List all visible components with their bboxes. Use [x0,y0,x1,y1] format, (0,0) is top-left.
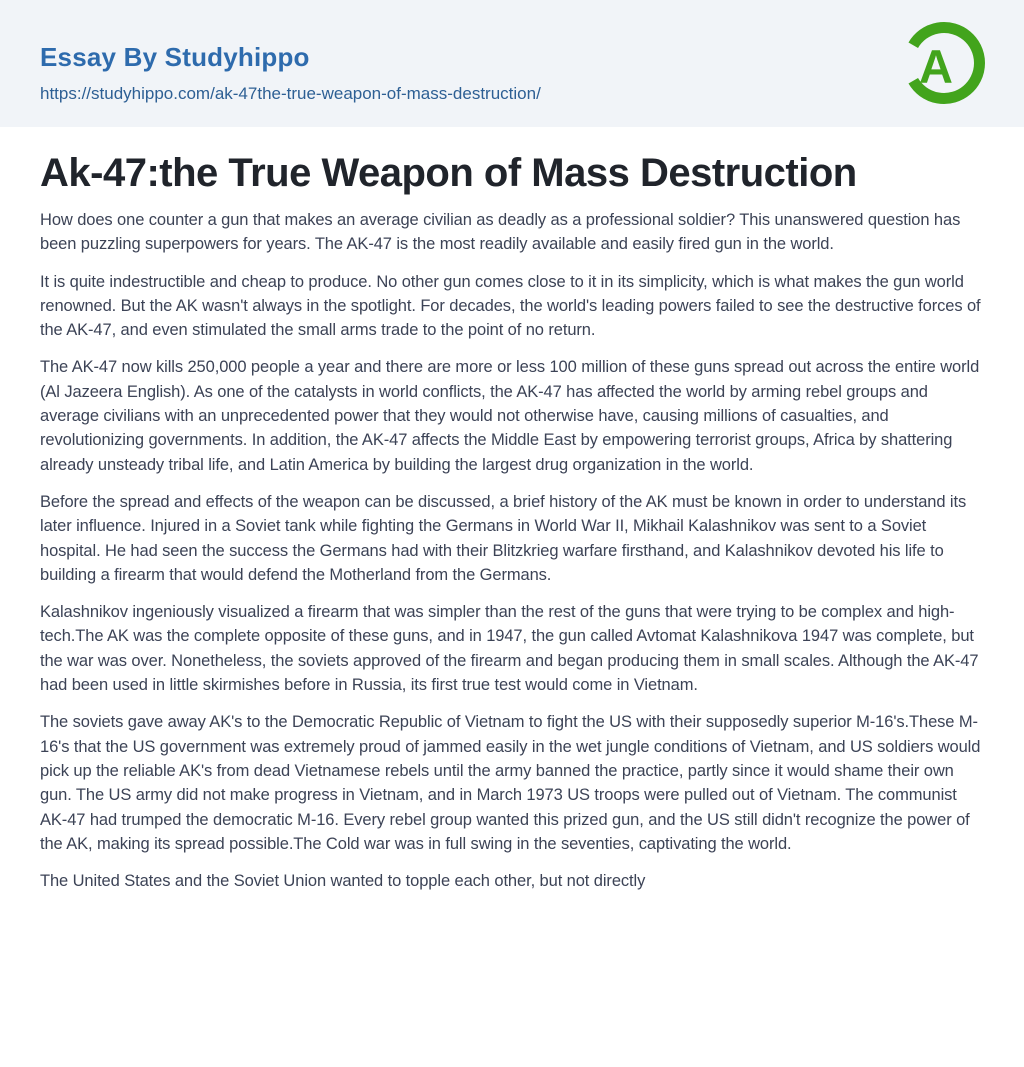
essay-paragraph: The AK-47 now kills 250,000 people a year and there are more or less 100 million of these guns spread out across the entire world (Al Jazeera English). As one of the catalysts in world conflicts, the AK-47 has affected the world by arming rebel groups and average civilians with an unprecedented power that they would not otherwise have, causing millions of casualties, and revolutionizing governments. In addition, the AK-47 affects the Middle East by empowering terrorist groups, Africa by shattering already unsteady tribal life, and Latin America by building the largest drug organization in the world. [40,358,980,474]
logo-letter: A [919,40,953,93]
essay-article [0,150,1024,893]
page-title: Ak-47:the True Weapon of Mass Destruction [40,151,857,195]
essay-paragraph: The soviets gave away AK's to the Democratic Republic of Vietnam to fight the US with their supposedly superior M-16's.These M-16's that the US government was extremely proud of jammed easily in the wet jungle conditions of Vietnam, and US soldiers would pick up the reliable AK's from dead Vietnamese rebels until the army banned the practice, partly since it would shame their own gun. The US army did not make progress in Vietnam, and in March 1973 US troops were pulled out of Vietnam. The communist AK-47 had trumped the democratic M-16. Every rebel group wanted this prized gun, and the US still didn't recognize the power of the AK, making its spread possible.The Cold war was in full swing in the seventies, captivating the world. [40,713,981,853]
site-label: Essay By Studyhippo [40,42,310,72]
page-header [0,0,1024,127]
essay-paragraph: Before the spread and effects of the weapon can be discussed, a brief history of the AK must be known in order to understand its later influence. Injured in a Soviet tank while fighting the Germans in World War II, Mikhail Kalashnikov was sent to a Soviet hospital. He had seen the success the Germans had with their Blitzkrieg warfare firsthand, and Kalashnikov devoted his life to building a firearm that would defend the Motherland from the Germans. [40,492,967,584]
page-url-link[interactable]: https://studyhippo.com/ak-47the-true-weapon-of-mass-destruction/ [40,84,541,103]
essay-paragraph: It is quite indestructible and cheap to produce. No other gun comes close to it in its simplicity, which is what makes the gun world renowned. But the AK wasn't always in the spotlight. For decades, the world's leading powers failed to see the destructive forces of the AK-47, and even stimulated the small arms trade to the point of no return. [40,272,981,340]
essay-paragraph: Kalashnikov ingeniously visualized a firearm that was simpler than the rest of the guns that were trying to be complex and high-tech.The AK was the complete opposite of these guns, and in 1947, the gun called Avtomat Kalashnikova 1947 was complete, but the war was over. Nonetheless, the soviets approved of the firearm and began producing them in small scales. Although the AK-47 had been used in little skirmishes before in Russia, its first true test would come in Vietnam. [40,603,979,695]
studyhippo-logo-icon [902,21,986,105]
essay-paragraph: The United States and the Soviet Union wanted to topple each other, but not directly [40,872,646,891]
essay-paragraph: How does one counter a gun that makes an average civilian as deadly as a professional soldier? This unanswered question has been puzzling superpowers for years. The AK-47 is the most readily available and easily fired gun in the world. [40,211,961,254]
